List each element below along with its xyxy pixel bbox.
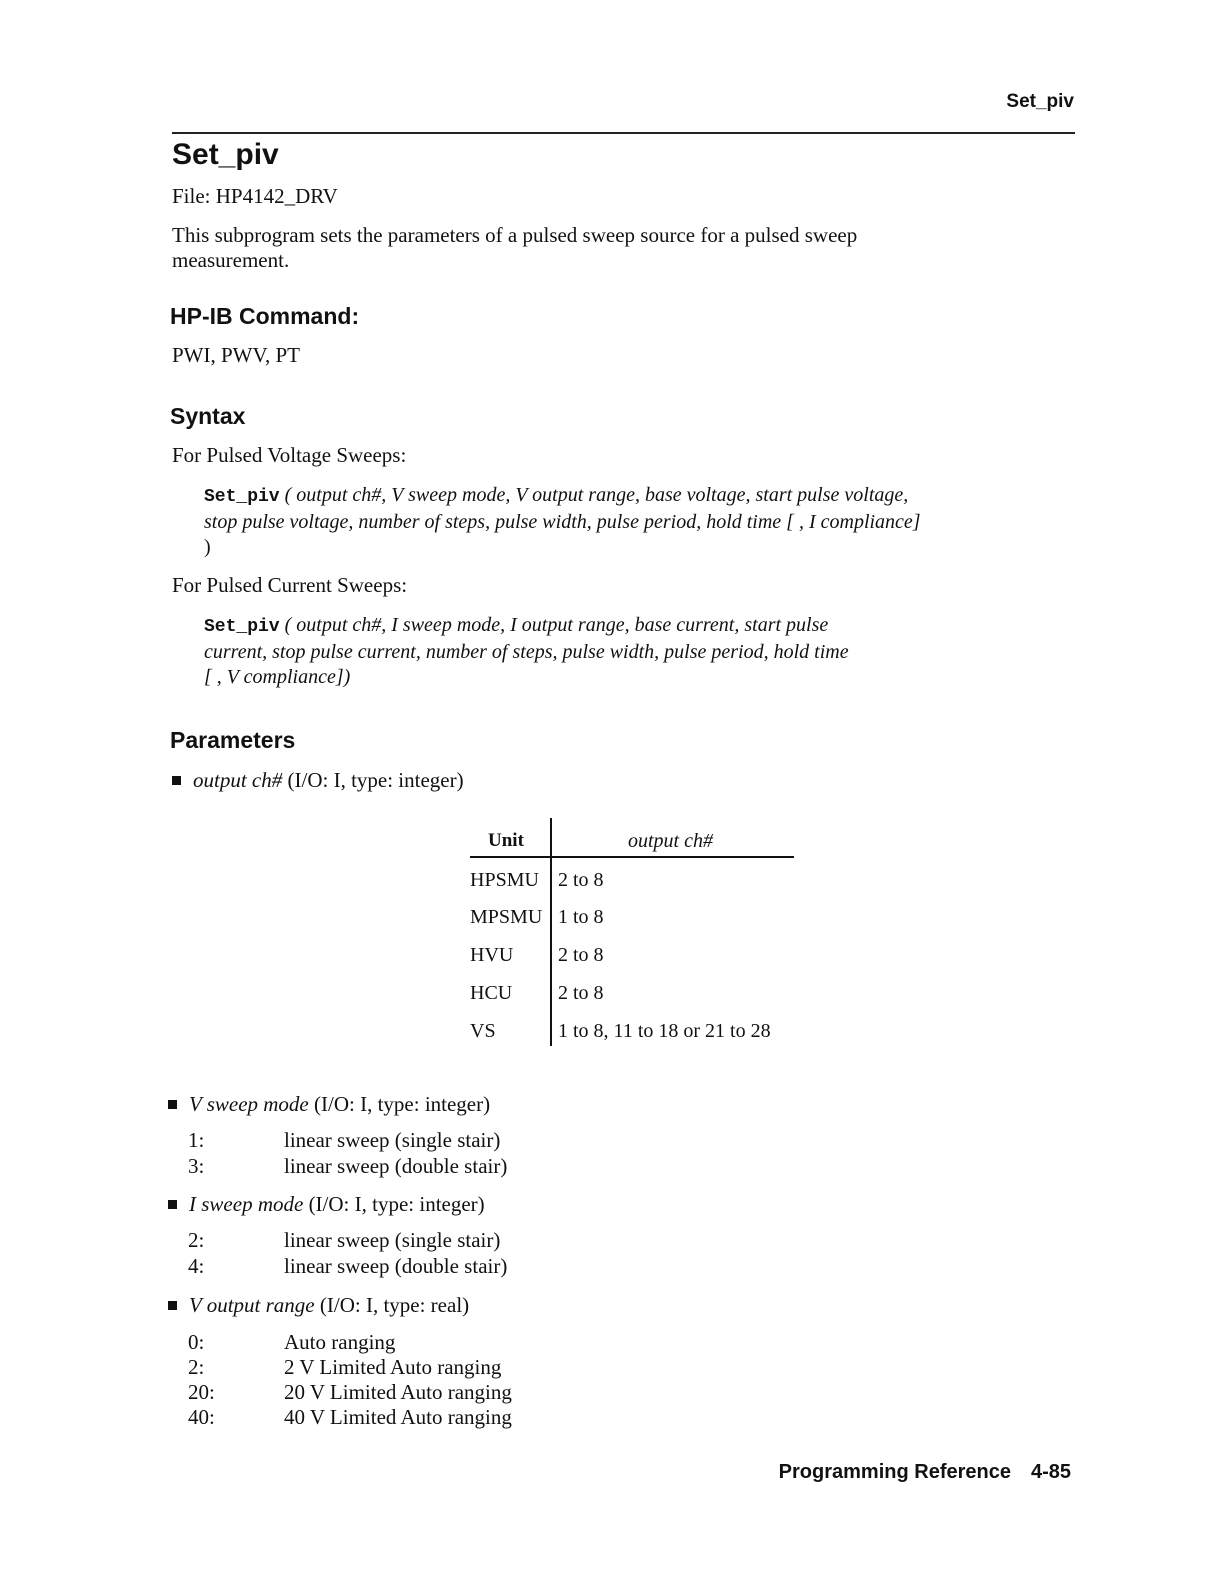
syntax-args: stop pulse voltage, number of steps, pulse width, pulse period, hold time [ , I compliance] — [204, 511, 921, 533]
value-desc: linear sweep (single stair) — [284, 1228, 501, 1252]
value-key: 3: — [188, 1154, 205, 1178]
hpib-heading: HP-IB Command: — [170, 303, 360, 329]
syntax-line — [204, 613, 1074, 640]
table-cell-unit: HVU — [470, 944, 514, 966]
param-name: V sweep mode — [189, 1092, 309, 1116]
param-output-ch — [172, 768, 464, 793]
table-header-unit: Unit — [488, 830, 524, 851]
description-line: This subprogram sets the parameters of a pulsed sweep source for a pulsed sweep — [172, 223, 858, 247]
value-row — [188, 1254, 688, 1280]
syntax-line — [204, 483, 1074, 510]
value-desc: linear sweep (double stair) — [284, 1154, 508, 1178]
voltage-sweep-intro: For Pulsed Voltage Sweeps: — [172, 443, 407, 467]
syntax-args: ( output ch#, V sweep mode, V output range, base voltage, start pulse voltage, — [279, 484, 909, 506]
v-sweep-mode-values — [188, 1128, 688, 1180]
hpib-commands: PWI, PWV, PT — [172, 343, 300, 367]
value-desc: 20 V Limited Auto ranging — [284, 1380, 512, 1404]
param-v-sweep-mode — [168, 1092, 490, 1117]
v-output-range-values — [188, 1330, 688, 1430]
param-i-sweep-mode — [168, 1192, 485, 1217]
parameters-heading: Parameters — [170, 727, 296, 753]
voltage-sweep-syntax — [204, 483, 1074, 560]
current-sweep-intro: For Pulsed Current Sweeps: — [172, 573, 408, 597]
page-number: 4-85 — [1030, 1461, 1071, 1483]
value-row — [188, 1330, 688, 1355]
table-cell-unit: VS — [470, 1020, 496, 1042]
value-row — [188, 1405, 688, 1430]
value-key: 1: — [188, 1128, 205, 1152]
value-key: 4: — [188, 1254, 205, 1278]
current-sweep-syntax — [204, 613, 1074, 690]
value-desc: linear sweep (double stair) — [284, 1254, 508, 1278]
value-key: 40: — [188, 1405, 215, 1429]
table-cell-unit: HCU — [470, 982, 513, 1004]
syntax-line — [204, 510, 1074, 535]
param-name: output ch# — [193, 768, 283, 792]
param-info: (I/O: I, type: integer) — [314, 1092, 491, 1116]
bullet-icon — [172, 776, 181, 785]
syntax-line — [204, 535, 1074, 560]
syntax-args: ( output ch#, I sweep mode, I output range, base current, start pulse — [279, 614, 829, 636]
param-info: (I/O: I, type: integer) — [287, 768, 464, 792]
file-line: File: HP4142_DRV — [172, 184, 338, 208]
param-name: V output range — [189, 1293, 315, 1317]
syntax-line — [204, 665, 1074, 690]
value-row — [188, 1380, 688, 1405]
table-cell-value: 1 to 8 — [558, 906, 604, 928]
value-row — [188, 1128, 688, 1154]
syntax-args: [ , V compliance]) — [204, 666, 351, 688]
table-cell-value: 2 to 8 — [558, 982, 604, 1004]
value-key: 2: — [188, 1228, 205, 1252]
syntax-args: current, stop pulse current, number of steps, pulse width, pulse period, hold time — [204, 641, 849, 663]
param-info: (I/O: I, type: integer) — [308, 1192, 485, 1216]
header-rule — [172, 132, 1075, 134]
param-name: I sweep mode — [189, 1192, 304, 1216]
table-cell-unit: MPSMU — [470, 906, 543, 928]
table-cell-value: 2 to 8 — [558, 944, 604, 966]
param-info: (I/O: I, type: real) — [319, 1293, 470, 1317]
value-desc: linear sweep (single stair) — [284, 1128, 501, 1152]
value-key: 0: — [188, 1330, 205, 1354]
value-row — [188, 1154, 688, 1180]
value-desc: Auto ranging — [284, 1330, 396, 1354]
table-header-output-ch: output ch# — [628, 830, 713, 852]
value-row — [188, 1355, 688, 1380]
bullet-icon — [168, 1200, 177, 1209]
value-desc: 2 V Limited Auto ranging — [284, 1355, 502, 1379]
value-key: 2: — [188, 1355, 205, 1379]
value-key: 20: — [188, 1380, 215, 1404]
bullet-icon — [168, 1100, 177, 1109]
value-desc: 40 V Limited Auto ranging — [284, 1405, 512, 1429]
page-footer — [779, 1461, 1071, 1484]
function-name: Set_piv — [204, 617, 280, 637]
syntax-heading: Syntax — [170, 403, 246, 429]
table-divider-horizontal — [470, 856, 794, 858]
syntax-line — [204, 640, 1074, 665]
running-header: Set_piv — [1006, 91, 1074, 112]
function-name: Set_piv — [204, 487, 280, 507]
table-divider-vertical — [550, 818, 552, 1046]
bullet-icon — [168, 1301, 177, 1310]
table-cell-value: 1 to 8, 11 to 18 or 21 to 28 — [558, 1020, 771, 1042]
table-cell-unit: HPSMU — [470, 869, 539, 891]
syntax-args: ) — [204, 536, 211, 558]
page-title: Set_piv — [172, 138, 279, 171]
description — [172, 223, 1052, 273]
description-line: measurement. — [172, 248, 290, 272]
footer-section: Programming Reference — [778, 1461, 1011, 1483]
param-v-output-range — [168, 1293, 469, 1318]
value-row — [188, 1228, 688, 1254]
i-sweep-mode-values — [188, 1228, 688, 1280]
table-cell-value: 2 to 8 — [558, 869, 604, 891]
